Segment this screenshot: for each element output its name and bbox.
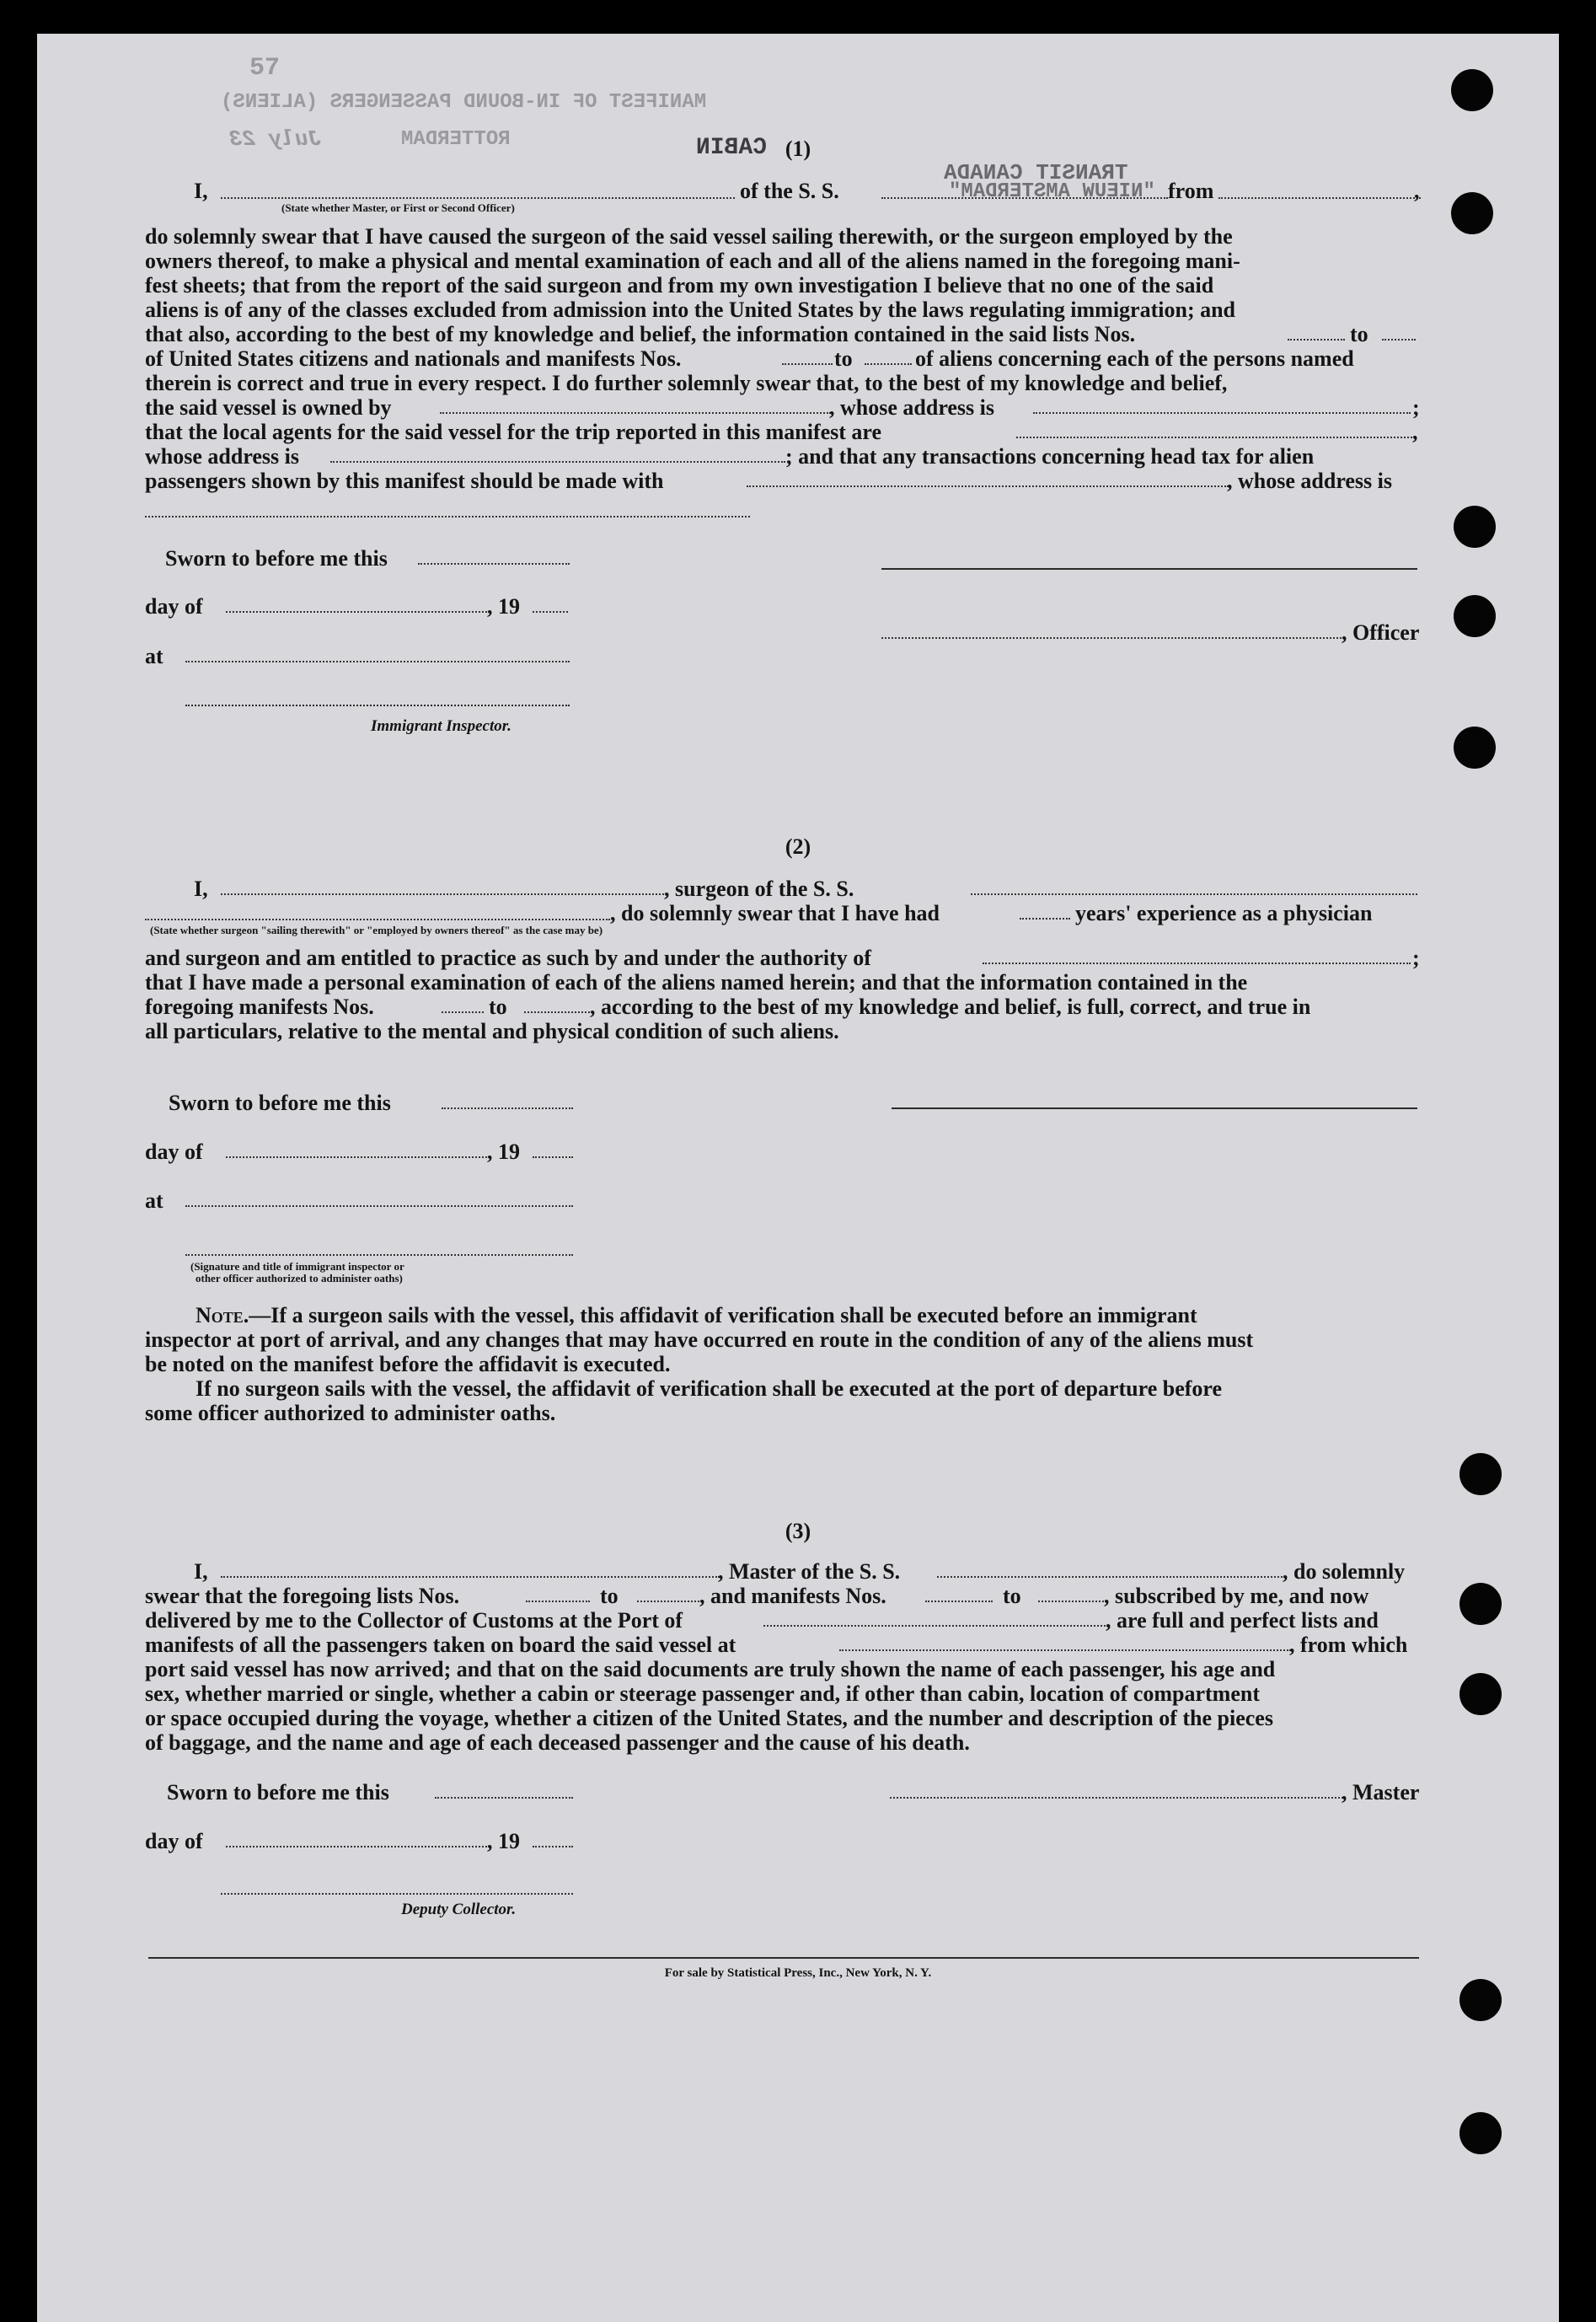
s2-l3-to: to bbox=[489, 995, 507, 1019]
s2-swear: , do solemnly swear that I have had bbox=[610, 901, 940, 925]
agents-address-field[interactable] bbox=[330, 461, 785, 463]
s2-note-line-4: If no surgeon sails with the vessel, the affidavit of verification shall be executed at the port of departure before bbox=[195, 1376, 1223, 1401]
s2-sworn: Sworn to before me this bbox=[169, 1091, 391, 1115]
s1-line-3: fest sheets; that from the report of the said surgeon and from my own investigation I believe that no one of the said bbox=[145, 273, 1214, 298]
owner-address-field[interactable] bbox=[1033, 412, 1411, 414]
head-tax-agent-field[interactable] bbox=[747, 485, 1229, 487]
punch-hole bbox=[1459, 2112, 1502, 2154]
note-label: Note. bbox=[195, 1303, 249, 1327]
s3-lists-to-field[interactable] bbox=[637, 1601, 699, 1602]
s2-day-of: day of bbox=[145, 1140, 203, 1164]
s2-years: years' experience as a physician bbox=[1075, 901, 1373, 925]
surgeon-status-note: (State whether surgeon "sailing therewith" or "employed by owners thereof" as the case may be) bbox=[150, 924, 603, 936]
s3-day-of: day of bbox=[145, 1829, 203, 1853]
s3-master-name-field[interactable] bbox=[221, 1576, 720, 1578]
s3-collector-signature-line[interactable] bbox=[221, 1893, 573, 1895]
punch-hole bbox=[1451, 192, 1493, 234]
s1-officer-label: , Officer bbox=[1342, 620, 1420, 645]
s3-solemnly: , do solemnly bbox=[1283, 1559, 1406, 1584]
s1-month-field[interactable] bbox=[226, 611, 487, 613]
punch-hole bbox=[1459, 1453, 1502, 1495]
punch-hole bbox=[1454, 506, 1496, 548]
s1-line-10b: ; and that any transactions concerning head tax for alien bbox=[785, 444, 1315, 469]
manifest-number-stamp: 57 bbox=[249, 54, 281, 83]
port-stamp: ROTTERDAM bbox=[401, 128, 511, 151]
footer-printer: For sale by Statistical Press, Inc., New York, N. Y. bbox=[664, 1966, 932, 1980]
s2-line-3b: , according to the best of my knowledge and belief, is full, correct, and true in bbox=[590, 995, 1311, 1019]
s3-l2-to2: to bbox=[1003, 1584, 1021, 1608]
s1-line-8b: , whose address is bbox=[829, 395, 995, 420]
punch-hole bbox=[1459, 1979, 1502, 2021]
officer-rank-field[interactable] bbox=[221, 197, 735, 199]
s1-officer-signature-line[interactable] bbox=[881, 568, 1417, 570]
s1-of-ss: of the S. S. bbox=[740, 179, 839, 203]
s2-line-3a: foregoing manifests Nos. bbox=[145, 995, 374, 1019]
s2-line-2: that I have made a personal examination of each of the aliens named herein; and that the information contained in the bbox=[145, 970, 1248, 995]
s1-year: , 19 bbox=[487, 594, 520, 619]
s1-i: I, bbox=[194, 179, 208, 203]
s3-ship-field[interactable] bbox=[937, 1576, 1283, 1578]
s2-signature-note-2: other officer authorized to administer oaths) bbox=[195, 1272, 403, 1284]
footer-rule bbox=[148, 1957, 1419, 1959]
punch-hole bbox=[1454, 595, 1496, 637]
s1-inspector-signature-line[interactable] bbox=[185, 705, 570, 706]
s1-inspector-label: Immigrant Inspector. bbox=[371, 717, 511, 735]
s3-line-3b: , are full and perfect lists and bbox=[1106, 1608, 1379, 1633]
s1-comma: , bbox=[1414, 179, 1420, 203]
class-stamp: CABIN bbox=[696, 135, 768, 161]
rank-note: (State whether Master, or First or Second Officer) bbox=[281, 201, 515, 214]
s3-line-7: or space occupied during the voyage, whether a citizen of the United States, and the number and description of the pieces bbox=[145, 1706, 1273, 1730]
note-text-1: —If a surgeon sails with the vessel, this affidavit of verification shall be executed before an immigrant bbox=[249, 1303, 1197, 1327]
s2-sworn-date-field[interactable] bbox=[442, 1107, 573, 1109]
s2-note-line-2: inspector at port of arrival, and any changes that may have occurred en route in the condition of any of the aliens must bbox=[145, 1327, 1254, 1352]
s1-line-8c: ; bbox=[1412, 395, 1420, 420]
owner-field[interactable] bbox=[440, 412, 831, 414]
s1-from: from bbox=[1168, 179, 1214, 203]
s3-sworn-date-field[interactable] bbox=[435, 1797, 573, 1799]
s3-boarding-port-field[interactable] bbox=[839, 1649, 1291, 1651]
punch-hole bbox=[1459, 1583, 1502, 1625]
s1-place-field[interactable] bbox=[185, 661, 570, 662]
date-stamp: July 23 bbox=[229, 126, 322, 152]
s1-l6-to: to bbox=[834, 346, 853, 371]
s1-line-6b: of aliens concerning each of the persons named bbox=[915, 346, 1354, 371]
s1-line-7: therein is correct and true in every respect. I do further solemnly swear that, to the best of my knowledge and belief, bbox=[145, 371, 1228, 395]
s3-manifests-to-field[interactable] bbox=[1038, 1601, 1104, 1602]
s1-line-5: that also, according to the best of my knowledge and belief, the information contained in the said lists Nos. bbox=[145, 322, 1136, 346]
manifests-from-field[interactable] bbox=[782, 363, 833, 365]
s2-line-1-end: ; bbox=[1412, 946, 1420, 970]
punch-hole bbox=[1451, 69, 1493, 111]
s1-officer-title-field[interactable] bbox=[881, 637, 1345, 639]
s2-line-4: all particulars, relative to the mental and physical condition of such aliens. bbox=[145, 1019, 839, 1043]
s1-line-11b: , whose address is bbox=[1227, 469, 1393, 493]
manifests-to-field[interactable] bbox=[865, 363, 912, 365]
s3-line-3a: delivered by me to the Collector of Customs at the Port of bbox=[145, 1608, 683, 1633]
s3-master-of-ss: , Master of the S. S. bbox=[718, 1559, 901, 1584]
s2-ship-field[interactable] bbox=[971, 893, 1417, 895]
s3-line-2b: , and manifests Nos. bbox=[699, 1584, 886, 1608]
s2-at: at bbox=[145, 1188, 163, 1213]
s2-year: , 19 bbox=[487, 1140, 520, 1164]
s3-lists-from-field[interactable] bbox=[526, 1601, 590, 1602]
s3-manifests-from-field[interactable] bbox=[925, 1601, 993, 1602]
s1-line-8a: the said vessel is owned by bbox=[145, 395, 392, 420]
s2-i: I, bbox=[194, 877, 208, 901]
s1-line-2: owners thereof, to make a physical and mental examination of each and all of the aliens named in the foregoing mani- bbox=[145, 249, 1240, 273]
s3-month-field[interactable] bbox=[226, 1846, 487, 1847]
s1-line-11a: passengers shown by this manifest should be made with bbox=[145, 469, 664, 493]
s2-year-field[interactable] bbox=[533, 1156, 573, 1158]
departure-port-field[interactable] bbox=[1218, 197, 1421, 199]
lists-to-field[interactable] bbox=[1382, 339, 1416, 341]
surgeon-status-field[interactable] bbox=[145, 919, 610, 920]
s2-surgeon-signature-line[interactable] bbox=[892, 1107, 1417, 1109]
s2-inspector-signature-line[interactable] bbox=[185, 1254, 573, 1256]
s3-line-2a: swear that the foregoing lists Nos. bbox=[145, 1584, 460, 1608]
s3-master-label: , Master bbox=[1342, 1780, 1420, 1805]
surgeon-name-field[interactable] bbox=[221, 893, 664, 895]
s3-line-4a: manifests of all the passengers taken on board the said vessel at bbox=[145, 1633, 736, 1657]
s3-line-6: sex, whether married or single, whether a cabin or steerage passenger and, if other than cabin, location of compartment bbox=[145, 1681, 1260, 1706]
ship-name-stamp: "NIEUW AMSTERDAM" bbox=[949, 180, 1155, 203]
s3-line-4b: , from which bbox=[1289, 1633, 1408, 1657]
s2-surgeon-of-ss: , surgeon of the S. S. bbox=[664, 877, 854, 901]
ship-name-field[interactable] bbox=[881, 197, 1168, 199]
years-field[interactable] bbox=[1020, 918, 1070, 920]
s3-master-signature-field[interactable] bbox=[890, 1797, 1343, 1799]
s3-i: I, bbox=[194, 1559, 208, 1584]
section-1-heading: (1) bbox=[785, 137, 811, 161]
section-3-heading: (3) bbox=[785, 1519, 811, 1543]
s1-line-9-end: , bbox=[1412, 420, 1418, 444]
manifest-title-stamp: MANIFEST OF IN-BOUND PASSENGERS (ALIENS) bbox=[221, 91, 707, 114]
s2-note-line-5: some officer authorized to administer oaths. bbox=[145, 1401, 556, 1425]
s2-note-line-1 bbox=[195, 1305, 1197, 1327]
s3-collector-label: Deputy Collector. bbox=[401, 1901, 517, 1918]
s2-month-field[interactable] bbox=[226, 1156, 487, 1158]
authority-field[interactable] bbox=[983, 963, 1411, 964]
s2-manifest-to-field[interactable] bbox=[524, 1011, 590, 1013]
punch-hole bbox=[1459, 1673, 1502, 1715]
s3-line-8: of baggage, and the name and age of each deceased passenger and the cause of his death. bbox=[145, 1730, 970, 1755]
s2-line-1: and surgeon and am entitled to practice as such by and under the authority of bbox=[145, 946, 871, 970]
s3-year: , 19 bbox=[487, 1829, 520, 1853]
s3-port-field[interactable] bbox=[763, 1625, 1106, 1627]
punch-hole bbox=[1454, 727, 1496, 769]
s2-manifest-from-field[interactable] bbox=[442, 1011, 484, 1013]
s1-line-4: aliens is of any of the classes excluded from admission into the United States by the laws regulating immigration; and bbox=[145, 298, 1236, 322]
s1-line-9: that the local agents for the said vessel for the trip reported in this manifest are bbox=[145, 420, 882, 444]
head-tax-address-field[interactable] bbox=[145, 516, 750, 517]
transit-stamp: TRANSIT CANADA bbox=[944, 160, 1128, 185]
s1-at: at bbox=[145, 644, 163, 668]
s2-place-field[interactable] bbox=[185, 1205, 573, 1207]
s2-note-line-3: be noted on the manifest before the affidavit is executed. bbox=[145, 1352, 671, 1376]
s1-line-6a: of United States citizens and nationals and manifests Nos. bbox=[145, 346, 682, 371]
s1-day-of: day of bbox=[145, 594, 203, 619]
s1-line-10a: whose address is bbox=[145, 444, 300, 469]
s3-l2-to: to bbox=[600, 1584, 619, 1608]
section-2-heading: (2) bbox=[785, 834, 811, 859]
s3-year-field[interactable] bbox=[533, 1846, 573, 1847]
s3-line-5: port said vessel has now arrived; and that on the said documents are truly shown the name of each passenger, his age and bbox=[145, 1657, 1276, 1681]
s1-l5-to: to bbox=[1350, 322, 1368, 346]
agents-field[interactable] bbox=[1016, 437, 1412, 438]
s1-year-field[interactable] bbox=[533, 611, 568, 613]
lists-from-field[interactable] bbox=[1288, 339, 1345, 341]
s2-signature-note-1: (Signature and title of immigrant inspector or bbox=[190, 1260, 404, 1273]
s1-sworn: Sworn to before me this bbox=[165, 546, 388, 571]
s1-line-1: do solemnly swear that I have caused the surgeon of the said vessel sailing therewith, or the surgeon employed by the bbox=[145, 224, 1233, 249]
s1-sworn-date-field[interactable] bbox=[418, 563, 570, 565]
s3-sworn: Sworn to before me this bbox=[167, 1780, 389, 1805]
s3-line-2c: , subscribed by me, and now bbox=[1104, 1584, 1369, 1608]
